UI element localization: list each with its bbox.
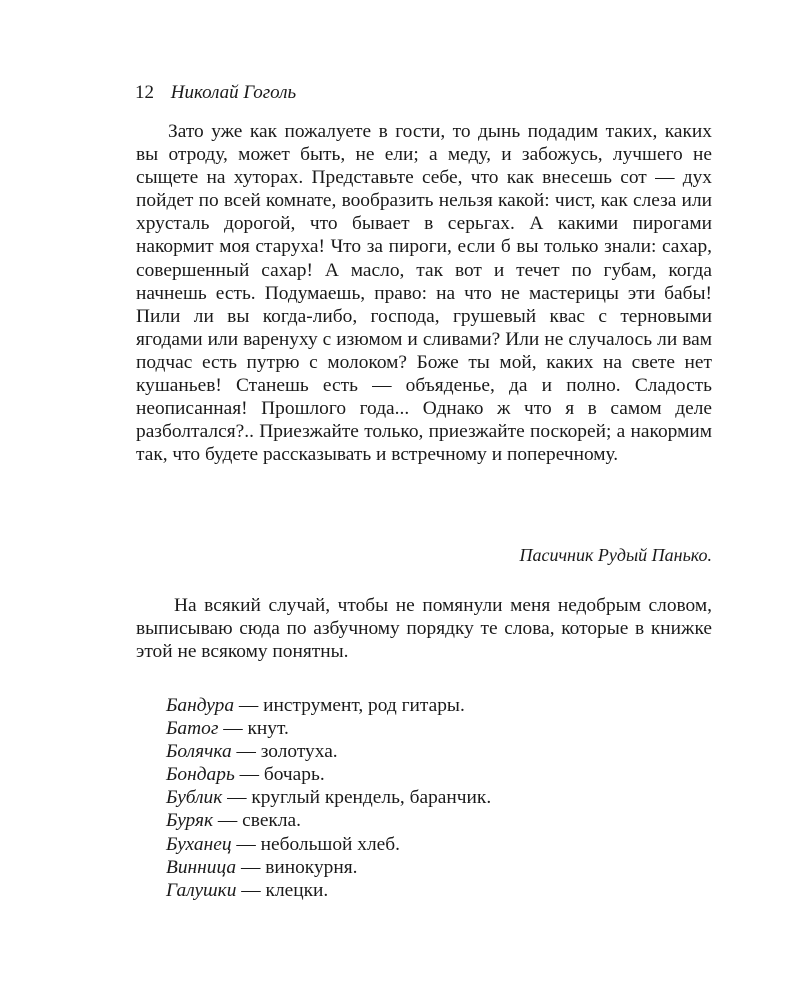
glossary-term: Болячка: [166, 741, 232, 763]
glossary-definition: — свекла.: [213, 810, 301, 832]
glossary-definition: — инструмент, род гитары.: [234, 695, 465, 716]
glossary-term: Галушки: [166, 879, 237, 901]
glossary-entry: [166, 809, 491, 832]
glossary-term: Буханец: [166, 833, 232, 855]
glossary-intro-paragraph: [136, 594, 712, 663]
glossary-entry: [166, 833, 491, 856]
glossary-definition: — небольшой хлеб.: [231, 833, 400, 855]
glossary-definition: — винокурня.: [236, 856, 358, 878]
glossary-term: Батог: [166, 718, 219, 740]
page-header: [135, 82, 296, 104]
glossary-intro-text: На всякий случай, чтобы не помянули меня недобрым словом, выписываю сюда по азбучному порядку те слова, которые в книжке этой не всякому понятны.: [136, 595, 712, 663]
glossary-entry: [166, 740, 491, 763]
page-number: 12: [135, 82, 154, 103]
glossary-term: Бублик: [166, 787, 223, 809]
glossary-definition: — круглый крендель, баранчик.: [222, 787, 492, 809]
glossary-definition: — бочарь.: [234, 764, 325, 786]
glossary-entry: [166, 763, 491, 786]
glossary-list: [166, 694, 491, 902]
preface-text: Зато уже как пожалуете в гости, то дынь подадим таких, каких вы отроду, может быть, не ели; а меду, и забожусь, лучшего не сыщете на хуторах. Представьте себе, что как внесешь сот — дух пойдет по всей комнате, вообразить нельзя какой: чист, как слеза или хрусталь дорогой, что бывает в серьгах. А какими пирогами накормит моя старуха! Что за пироги, если б вы только знали: сахар, совершенный сахар! А масло, так вот и течет по губам, когда начнешь есть. Подумаешь, право: на что не мастерицы эти бабы! Пили ли вы когда-либо, господа, грушевый квас с терновыми ягодами или варенуху с изюмом и сливами? Или не случалось ли вам подчас есть путрю с молоком? Боже ты мой, каких на свете нет кушаньев! Станешь есть — объяденье, да и полно. Сладость неописанная! Прошлого года... Однако ж что я в самом деле разболтался?.. Приезжайте только, приезжайте поскорей; а накормим так, что будете рассказывать и встречному и поперечному.: [136, 121, 712, 466]
preface-paragraph: [136, 120, 712, 466]
running-title: Николай Гоголь: [170, 82, 297, 103]
glossary-definition: — кнут.: [218, 718, 289, 740]
glossary-term: Буряк: [166, 810, 214, 832]
glossary-term: Винница: [166, 856, 237, 878]
glossary-definition: — клецки.: [236, 879, 329, 901]
glossary-definition: — золотуха.: [231, 741, 338, 763]
glossary-entry: [166, 694, 491, 717]
glossary-term: Бандура: [166, 695, 235, 716]
signature: Пасичник Рудый Панько.: [519, 545, 712, 565]
glossary-entry: [166, 879, 491, 902]
glossary-entry: [166, 786, 491, 809]
glossary-entry: [166, 856, 491, 879]
glossary-term: Бондарь: [166, 764, 235, 786]
glossary-entry: [166, 717, 491, 740]
